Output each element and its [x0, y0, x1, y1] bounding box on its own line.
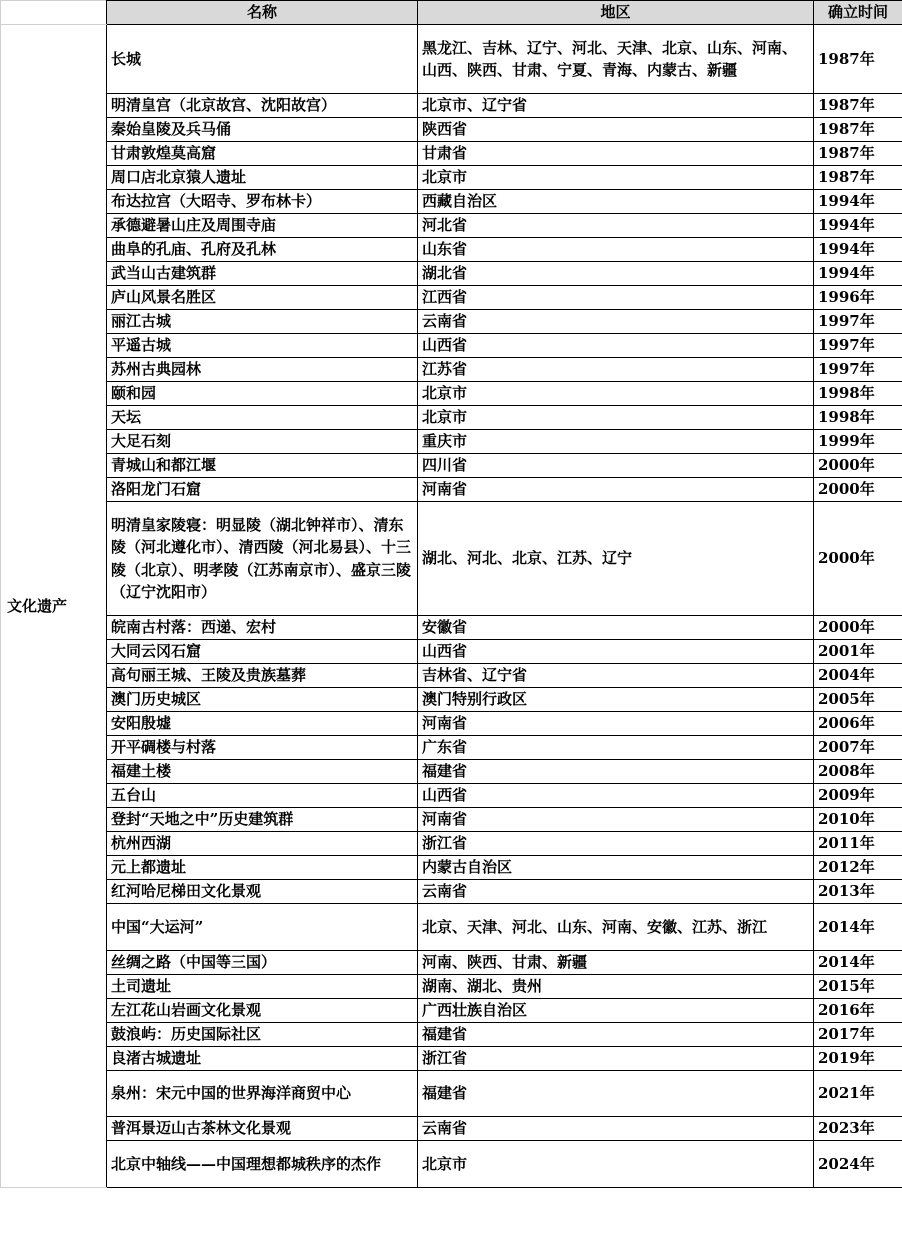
table-row	[1, 784, 902, 808]
table-row	[1, 640, 902, 664]
region-cell[interactable]: 甘肃省	[418, 142, 814, 166]
name-cell[interactable]: 曲阜的孔庙、孔府及孔林	[107, 238, 418, 262]
year-cell[interactable]: 1998年	[814, 406, 902, 430]
year-cell[interactable]: 2000年	[814, 502, 902, 616]
name-cell[interactable]: 中国“大运河”	[107, 904, 418, 951]
table-row	[1, 808, 902, 832]
table-row	[1, 998, 902, 1022]
name-cell[interactable]: 福建土楼	[107, 760, 418, 784]
year-cell[interactable]: 2001年	[814, 640, 902, 664]
table-row	[1, 856, 902, 880]
name-cell[interactable]: 澳门历史城区	[107, 688, 418, 712]
year-cell[interactable]: 1998年	[814, 382, 902, 406]
year-cell[interactable]: 1994年	[814, 238, 902, 262]
year-cell[interactable]: 2006年	[814, 712, 902, 736]
region-cell[interactable]: 河南、陕西、甘肃、新疆	[418, 950, 814, 974]
table-row	[1, 406, 902, 430]
year-cell[interactable]: 1997年	[814, 334, 902, 358]
name-cell[interactable]: 五台山	[107, 784, 418, 808]
region-cell[interactable]: 江苏省	[418, 358, 814, 382]
region-cell[interactable]: 江西省	[418, 286, 814, 310]
table-row	[1, 1117, 902, 1141]
name-cell[interactable]: 皖南古村落：西递、宏村	[107, 616, 418, 640]
year-cell[interactable]: 2007年	[814, 736, 902, 760]
name-cell[interactable]: 红河哈尼梯田文化景观	[107, 880, 418, 904]
region-cell[interactable]: 北京市	[418, 166, 814, 190]
region-cell[interactable]: 河南省	[418, 712, 814, 736]
header-year[interactable]: 确立时间	[814, 1, 902, 25]
table-row	[1, 430, 902, 454]
region-cell[interactable]: 浙江省	[418, 832, 814, 856]
table-row	[1, 1046, 902, 1070]
table-row	[1, 950, 902, 974]
table-row	[1, 310, 902, 334]
table-row	[1, 334, 902, 358]
year-cell[interactable]: 2015年	[814, 974, 902, 998]
name-cell[interactable]: 丝绸之路（中国等三国）	[107, 950, 418, 974]
region-cell[interactable]: 内蒙古自治区	[418, 856, 814, 880]
name-cell[interactable]: 甘肃敦煌莫高窟	[107, 142, 418, 166]
region-cell[interactable]: 山西省	[418, 640, 814, 664]
name-cell[interactable]: 苏州古典园林	[107, 358, 418, 382]
region-cell[interactable]: 广西壮族自治区	[418, 998, 814, 1022]
name-cell[interactable]: 元上都遗址	[107, 856, 418, 880]
header-blank-cell[interactable]	[1, 1, 107, 25]
table-row	[1, 382, 902, 406]
region-cell[interactable]: 云南省	[418, 310, 814, 334]
region-cell[interactable]: 福建省	[418, 760, 814, 784]
year-cell[interactable]: 2000年	[814, 616, 902, 640]
year-cell[interactable]: 2004年	[814, 664, 902, 688]
table-row	[1, 262, 902, 286]
table-row	[1, 118, 902, 142]
header-row	[1, 1, 902, 25]
year-cell[interactable]: 2021年	[814, 1070, 902, 1117]
region-cell[interactable]: 湖南、湖北、贵州	[418, 974, 814, 998]
name-cell[interactable]: 布达拉宫（大昭寺、罗布林卡）	[107, 190, 418, 214]
year-cell[interactable]: 2000年	[814, 454, 902, 478]
region-cell[interactable]: 福建省	[418, 1070, 814, 1117]
name-cell[interactable]: 青城山和都江堰	[107, 454, 418, 478]
region-cell[interactable]: 河北省	[418, 214, 814, 238]
header-name[interactable]: 名称	[107, 1, 418, 25]
name-cell[interactable]: 天坛	[107, 406, 418, 430]
table-row	[1, 760, 902, 784]
name-cell[interactable]: 明清皇宫（北京故宫、沈阳故宫）	[107, 94, 418, 118]
region-cell[interactable]: 西藏自治区	[418, 190, 814, 214]
year-cell[interactable]: 2010年	[814, 808, 902, 832]
name-cell[interactable]: 明清皇家陵寝：明显陵（湖北钟祥市）、清东陵（河北遵化市）、清西陵（河北易县）、十三陵（北京）、明孝陵（江苏南京市）、盛京三陵（辽宁沈阳市）	[107, 502, 418, 616]
region-cell[interactable]: 北京市	[418, 406, 814, 430]
region-cell[interactable]: 黑龙江、吉林、辽宁、河北、天津、北京、山东、河南、山西、陕西、甘肃、宁夏、青海、内蒙古、新疆	[418, 25, 814, 94]
table-row	[1, 1022, 902, 1046]
year-cell[interactable]: 2024年	[814, 1141, 902, 1188]
table-row	[1, 478, 902, 502]
name-cell[interactable]: 高句丽王城、王陵及贵族墓葬	[107, 664, 418, 688]
name-cell[interactable]: 泉州：宋元中国的世界海洋商贸中心	[107, 1070, 418, 1117]
name-cell[interactable]: 良渚古城遗址	[107, 1046, 418, 1070]
name-cell[interactable]: 鼓浪屿：历史国际社区	[107, 1022, 418, 1046]
region-cell[interactable]: 河南省	[418, 478, 814, 502]
region-cell[interactable]: 云南省	[418, 1117, 814, 1141]
table-row	[1, 214, 902, 238]
table-row	[1, 454, 902, 478]
region-cell[interactable]: 陕西省	[418, 118, 814, 142]
region-cell[interactable]: 澳门特别行政区	[418, 688, 814, 712]
year-cell[interactable]: 1997年	[814, 310, 902, 334]
table-row	[1, 166, 902, 190]
year-cell[interactable]: 1994年	[814, 214, 902, 238]
table-row	[1, 736, 902, 760]
table-row	[1, 190, 902, 214]
table-row	[1, 142, 902, 166]
name-cell[interactable]: 普洱景迈山古茶林文化景观	[107, 1117, 418, 1141]
region-cell[interactable]: 山东省	[418, 238, 814, 262]
year-cell[interactable]: 2016年	[814, 998, 902, 1022]
table-row	[1, 832, 902, 856]
year-cell[interactable]: 1994年	[814, 190, 902, 214]
name-cell[interactable]: 杭州西湖	[107, 832, 418, 856]
year-cell[interactable]: 1987年	[814, 94, 902, 118]
year-cell[interactable]: 2000年	[814, 478, 902, 502]
name-cell[interactable]: 安阳殷墟	[107, 712, 418, 736]
year-cell[interactable]: 2014年	[814, 904, 902, 951]
region-cell[interactable]: 四川省	[418, 454, 814, 478]
year-cell[interactable]: 1987年	[814, 166, 902, 190]
year-cell[interactable]: 2009年	[814, 784, 902, 808]
region-cell[interactable]: 吉林省、辽宁省	[418, 664, 814, 688]
year-cell[interactable]: 2019年	[814, 1046, 902, 1070]
table-row	[1, 688, 902, 712]
region-cell[interactable]: 广东省	[418, 736, 814, 760]
table-row	[1, 664, 902, 688]
header-region[interactable]: 地区	[418, 1, 814, 25]
name-cell[interactable]: 武当山古建筑群	[107, 262, 418, 286]
name-cell[interactable]: 平遥古城	[107, 334, 418, 358]
year-cell[interactable]: 2012年	[814, 856, 902, 880]
name-cell[interactable]: 登封“天地之中”历史建筑群	[107, 808, 418, 832]
name-cell[interactable]: 丽江古城	[107, 310, 418, 334]
name-cell[interactable]: 秦始皇陵及兵马俑	[107, 118, 418, 142]
table-row	[1, 1070, 902, 1117]
region-cell[interactable]: 北京市	[418, 382, 814, 406]
year-cell[interactable]: 2005年	[814, 688, 902, 712]
category-cell[interactable]: 文化遗产	[1, 25, 107, 1188]
table-row	[1, 1141, 902, 1188]
table-row	[1, 712, 902, 736]
region-cell[interactable]: 河南省	[418, 808, 814, 832]
region-cell[interactable]: 浙江省	[418, 1046, 814, 1070]
region-cell[interactable]: 北京、天津、河北、山东、河南、安徽、江苏、浙江	[418, 904, 814, 951]
year-cell[interactable]: 1999年	[814, 430, 902, 454]
year-cell[interactable]: 1987年	[814, 25, 902, 94]
table-row	[1, 286, 902, 310]
name-cell[interactable]: 颐和园	[107, 382, 418, 406]
region-cell[interactable]: 重庆市	[418, 430, 814, 454]
name-cell[interactable]: 左江花山岩画文化景观	[107, 998, 418, 1022]
year-cell[interactable]: 1994年	[814, 262, 902, 286]
name-cell[interactable]: 土司遗址	[107, 974, 418, 998]
region-cell[interactable]: 福建省	[418, 1022, 814, 1046]
region-cell[interactable]: 云南省	[418, 880, 814, 904]
year-cell[interactable]: 2017年	[814, 1022, 902, 1046]
year-cell[interactable]: 2014年	[814, 950, 902, 974]
year-cell[interactable]: 2023年	[814, 1117, 902, 1141]
name-cell[interactable]: 开平碉楼与村落	[107, 736, 418, 760]
table-row	[1, 974, 902, 998]
table-row	[1, 358, 902, 382]
table-row	[1, 616, 902, 640]
name-cell[interactable]: 承德避暑山庄及周围寺庙	[107, 214, 418, 238]
name-cell[interactable]: 大足石刻	[107, 430, 418, 454]
table-body	[1, 25, 902, 1188]
region-cell[interactable]: 安徽省	[418, 616, 814, 640]
region-cell[interactable]: 北京市	[418, 1141, 814, 1188]
region-cell[interactable]: 北京市、辽宁省	[418, 94, 814, 118]
year-cell[interactable]: 2011年	[814, 832, 902, 856]
name-cell[interactable]: 北京中轴线——中国理想都城秩序的杰作	[107, 1141, 418, 1188]
year-cell[interactable]: 1997年	[814, 358, 902, 382]
region-cell[interactable]: 湖北、河北、北京、江苏、辽宁	[418, 502, 814, 616]
name-cell[interactable]: 长城	[107, 25, 418, 94]
table-row	[1, 94, 902, 118]
region-cell[interactable]: 山西省	[418, 784, 814, 808]
year-cell[interactable]: 1987年	[814, 118, 902, 142]
table-row	[1, 238, 902, 262]
year-cell[interactable]: 2008年	[814, 760, 902, 784]
table-row	[1, 502, 902, 616]
year-cell[interactable]: 1987年	[814, 142, 902, 166]
region-cell[interactable]: 湖北省	[418, 262, 814, 286]
name-cell[interactable]: 周口店北京猿人遗址	[107, 166, 418, 190]
table-row	[1, 25, 902, 94]
table-row	[1, 904, 902, 951]
year-cell[interactable]: 1996年	[814, 286, 902, 310]
table-row	[1, 880, 902, 904]
region-cell[interactable]: 山西省	[418, 334, 814, 358]
name-cell[interactable]: 庐山风景名胜区	[107, 286, 418, 310]
name-cell[interactable]: 大同云冈石窟	[107, 640, 418, 664]
name-cell[interactable]: 洛阳龙门石窟	[107, 478, 418, 502]
year-cell[interactable]: 2013年	[814, 880, 902, 904]
